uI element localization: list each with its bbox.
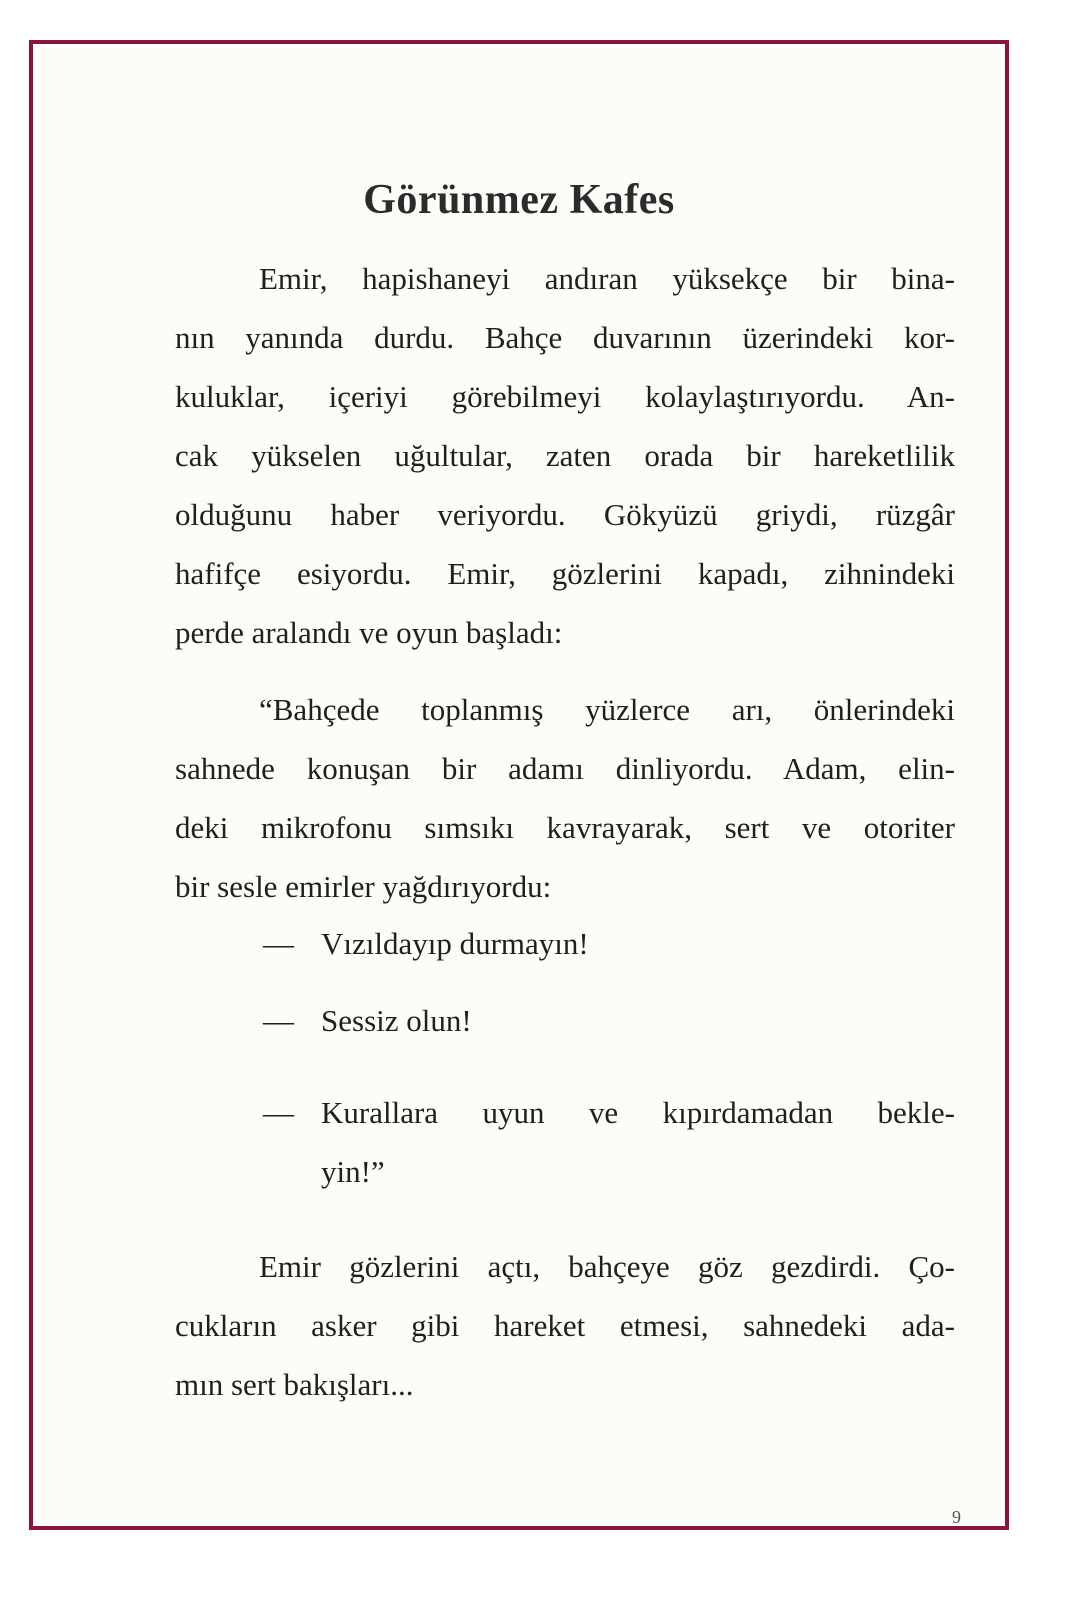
- em-dash: —: [263, 1003, 294, 1038]
- dialogue-text: Vızıldayıp durmayın!: [321, 926, 589, 961]
- dialogue-text: Sessiz olun!: [321, 1003, 472, 1038]
- text-line: cukların asker gibi hareket etmesi, sahnedeki ada-: [175, 1308, 955, 1343]
- text-line: deki mikrofonu sımsıkı kavrayarak, sert ve otoriter: [175, 810, 955, 845]
- text-line: Emir, hapishaneyi andıran yüksekçe bir bina-: [259, 261, 955, 296]
- page-number: 9: [952, 1507, 961, 1527]
- paragraph-2: [175, 680, 955, 916]
- paragraph-3: [175, 1237, 955, 1414]
- dialogue-line-3: [263, 1083, 955, 1201]
- text-line: “Bahçede toplanmış yüzlerce arı, önlerindeki: [259, 692, 955, 727]
- text-line: perde aralandı ve oyun başladı:: [175, 615, 563, 650]
- text-line: sahnede konuşan bir adamı dinliyordu. Adam, elin-: [175, 751, 955, 786]
- dialogue-text: yin!”: [321, 1154, 385, 1189]
- book-page: [37, 48, 1001, 1527]
- dialogue-text: Kurallara uyun ve kıpırdamadan bekle-: [321, 1095, 955, 1130]
- paragraph-1: [175, 249, 955, 662]
- text-line: bir sesle emirler yağdırıyordu:: [175, 869, 552, 904]
- em-dash: —: [263, 926, 294, 961]
- page-frame: [29, 40, 1009, 1530]
- text-line: hafifçe esiyordu. Emir, gözlerini kapadı, zihnindeki: [175, 556, 955, 591]
- chapter-title: Görünmez Kafes: [363, 177, 675, 223]
- dialogue-row: [263, 1083, 955, 1142]
- text-line: cak yükselen uğultular, zaten orada bir hareketlilik: [175, 438, 955, 473]
- text-line: nın yanında durdu. Bahçe duvarının üzerindeki kor-: [175, 320, 955, 355]
- em-dash: —: [263, 1095, 294, 1130]
- text-line: Emir gözlerini açtı, bahçeye göz gezdirdi. Ço-: [259, 1249, 955, 1284]
- dialogue-line-2: [263, 1003, 955, 1039]
- text-line: mın sert bakışları...: [175, 1367, 414, 1402]
- text-line: kuluklar, içeriyi görebilmeyi kolaylaştırıyordu. An-: [175, 379, 955, 414]
- text-line: olduğunu haber veriyordu. Gökyüzü griydi, rüzgâr: [175, 497, 955, 532]
- dialogue-line-1: [263, 926, 955, 962]
